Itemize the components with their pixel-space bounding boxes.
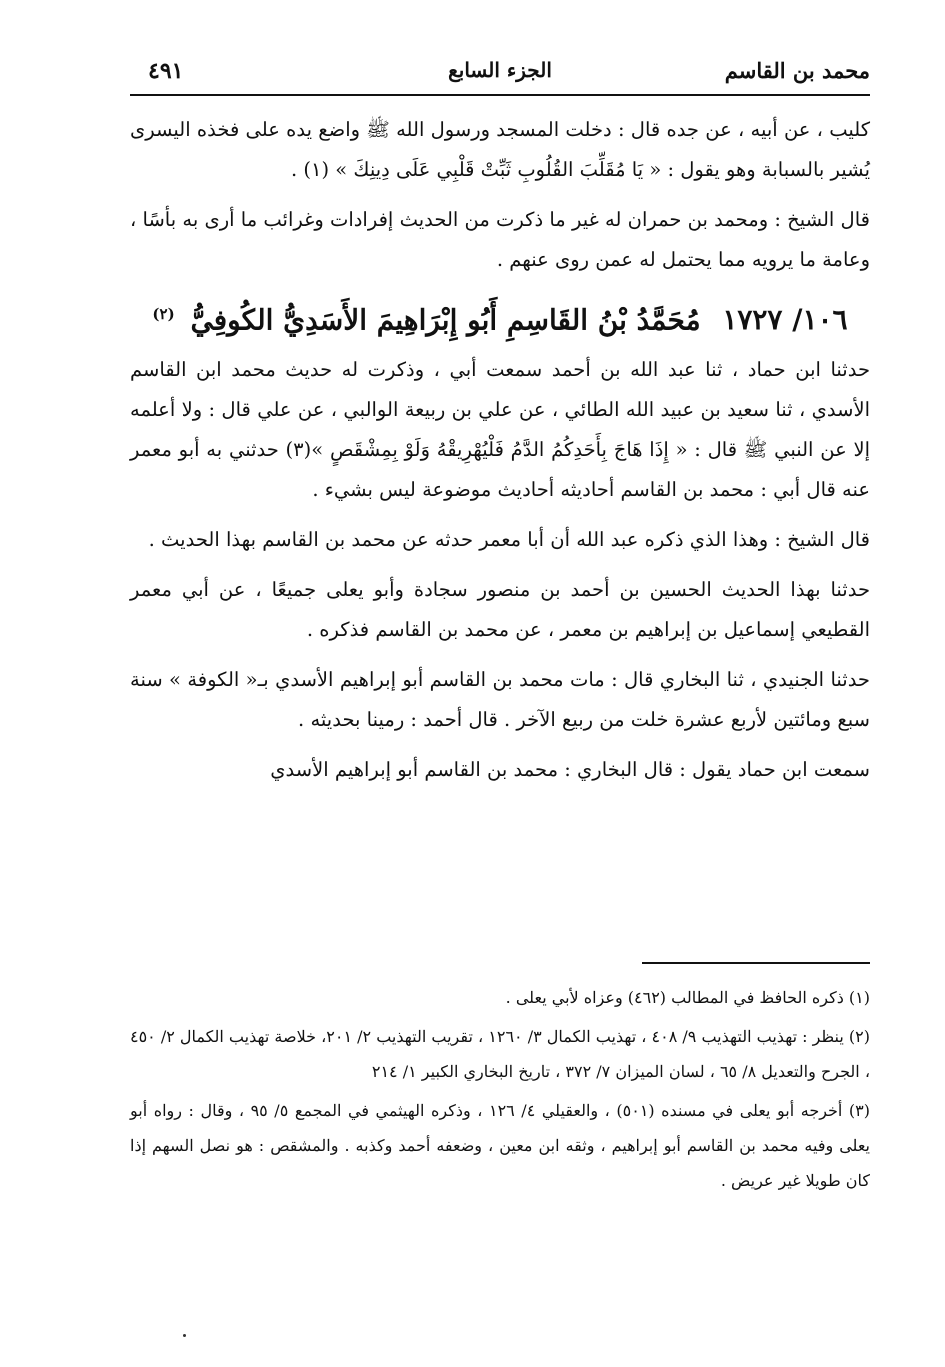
entry-heading — [130, 290, 870, 344]
volume-title: الجزء السابع — [448, 58, 552, 82]
paragraph-death-date: حدثنا الجنيدي ، ثنا البخاري قال : مات محمد بن القاسم أبو إبراهيم الأسدي بـ« الكوفة » سنة سبع ومائتين لأربع عشرة خلت من ربيع الآخر . قال أحمد : رمينا بحديثه . — [130, 668, 870, 732]
entry-title: مُحَمَّدُ بْنُ القَاسِمِ أَبُو إِبْرَاهِيمَ الأَسَدِيُّ الكُوفِيُّ — [190, 303, 701, 337]
main-text — [130, 110, 870, 800]
paragraph-bukhari: سمعت ابن حماد يقول : قال البخاري : محمد بن القاسم أبو إبراهيم الأسدي — [270, 758, 870, 782]
footnote-1: (١) ذكره الحافظ في المطالب (٤٦٢) وعزاه لأبي يعلى . — [505, 988, 870, 1007]
footnote-3: (٣) أخرجه أبو يعلى في مسنده (٥٠١) ، والعقيلي ٤/ ١٢٦ ، وذكره الهيثمي في المجمع ٥/ ٩٥ ، وقال : رواه أبو يعلى وفيه محمد بن القاسم أبو إبراهيم ، وثقه ابن معين ، وضعفه أحمد وكذبه . والمشقص : هو نصل السهم إذا كان طويلا غير عريض . — [130, 1101, 871, 1190]
paragraph-isnad: حدثنا ابن حماد ، ثنا عبد الله بن أحمد سمعت أبي ، وذكرت له حديث محمد ابن القاسم الأسدي ، ثنا سعيد بن عبيد الله الطائي ، عن علي بن ربيعة الوالبي ، عن علي قال : ولا أعلمه إلا عن النبي ﷺ قال : « إِذَا هَاجَ بِأَحَدِكُمُ الدَّمُ فَلْيُهْرِيقْهُ وَلَوْ بِمِشْقَصٍ »(٣) حدثني به أبو معمر عنه قال أبي : محمد بن القاسم أحاديثه أحاديث موضوعة ليس بشيء . — [130, 358, 870, 502]
paragraph-hadith-end: كليب ، عن أبيه ، عن جده قال : دخلت المسجد ورسول الله ﷺ واضع يده على فخذه اليسرى يُشير بالسبابة وهو يقول : « يَا مُقَلِّبَ القُلُوبِ ثَبِّتْ قَلْبِي عَلَى دِينِكَ » (١) . — [130, 118, 870, 181]
footnote-2: (٢) ينظر : تهذيب التهذيب ٩/ ٤٠٨ ، تهذيب الكمال ٣/ ١٢٦٠ ، تقريب التهذيب ٢/ ٢٠١، خلاصة تهذيب الكمال ٢/ ٤٥٠ ، الجرح والتعديل ٨/ ٦٥ ، لسان الميزان ٧/ ٣٧٢ ، تاريخ البخاري الكبير ١/ ٢١٤ — [129, 1027, 870, 1081]
page-number: ٤٩١ — [148, 58, 184, 84]
running-header-title: محمد بن القاسم — [724, 58, 870, 83]
paragraph-sheikh-note: قال الشيخ : وهذا الذي ذكره عبد الله أن أبا معمر حدثه عن محمد بن القاسم بهذا الحديث . — [148, 528, 870, 552]
footnotes — [130, 980, 870, 1202]
paragraph-sheikh-comment: قال الشيخ : ومحمد بن حمران له غير ما ذكرت من الحديث إفرادات وغرائب ما أرى به بأسًا ، وعامة ما يرويه مما يحتمل له عمن روى عنهم . — [130, 208, 870, 271]
paragraph-chain: حدثنا بهذا الحديث الحسين بن أحمد بن منصور سجادة وأبو يعلى جميعًا ، عن أبي معمر القطيعي إسماعيل بن إبراهيم بن معمر ، عن محمد بن القاسم فذكره . — [130, 578, 870, 642]
header-divider — [130, 94, 870, 96]
footnote-divider — [642, 962, 870, 964]
running-header — [130, 52, 870, 92]
entry-number: ١٠٦/ ١٧٢٧ — [722, 303, 848, 337]
entry-footnote-ref: (٢) — [152, 305, 175, 323]
page-speck — [183, 1334, 186, 1337]
